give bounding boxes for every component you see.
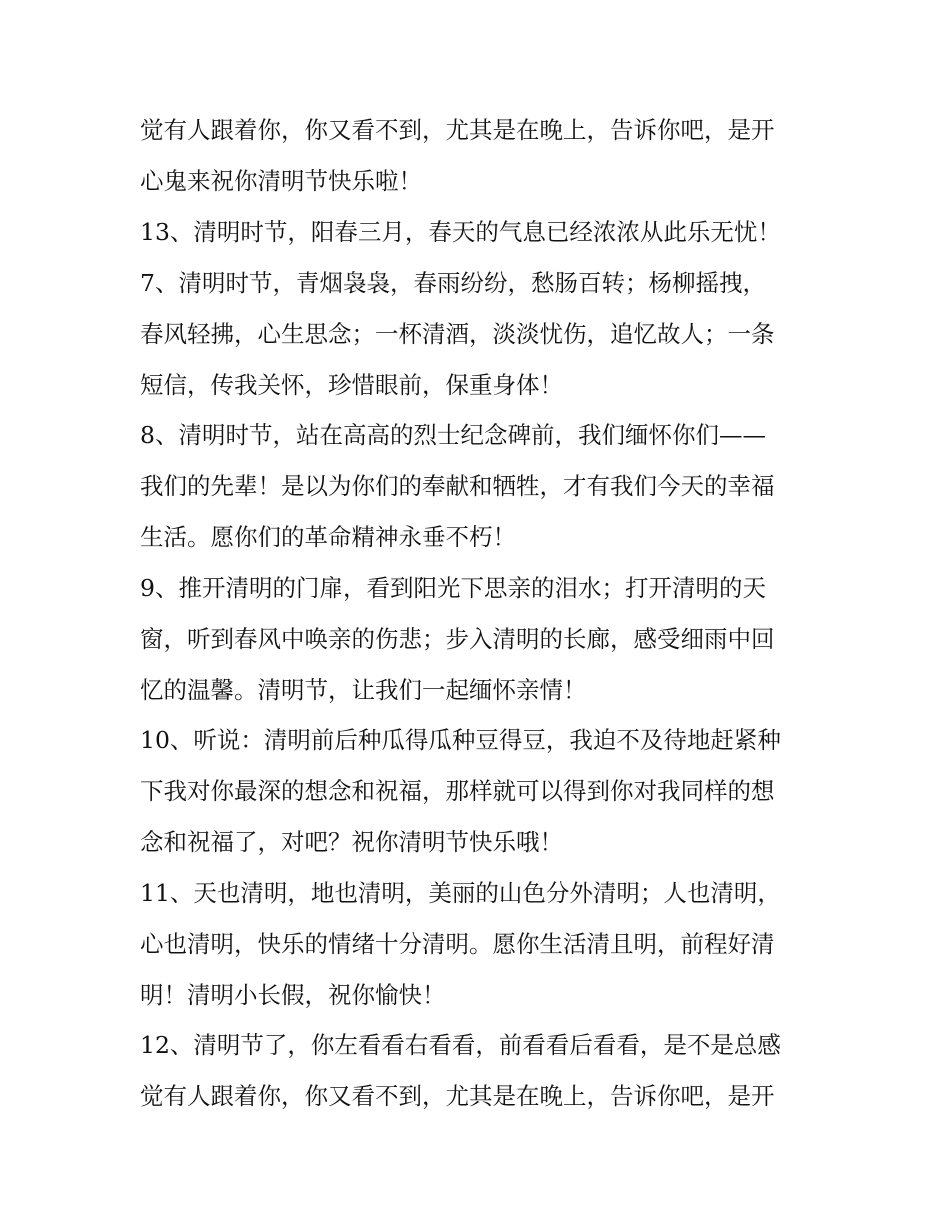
text-line: 生活。愿你们的革命精神永垂不朽！	[140, 523, 516, 551]
text-line: 8、清明时节，站在高高的烈士纪念碑前，我们缅怀你们——	[140, 421, 766, 449]
text-line: 觉有人跟着你，你又看不到，尤其是在晚上，告诉你吧，是开	[140, 1082, 775, 1110]
text-line: 心鬼来祝你清明节快乐啦！	[140, 167, 422, 195]
text-line: 10、听说：清明前后种瓜得瓜种豆得豆，我迫不及待地赶紧种	[140, 726, 781, 754]
text-line: 12、清明节了，你左看看右看看，前看看后看看，是不是总感	[140, 1031, 781, 1059]
text-line: 忆的温馨。清明节，让我们一起缅怀亲情！	[140, 676, 587, 704]
text-line: 春风轻拂，心生思念；一杯清酒，淡淡忧伤，追忆故人；一条	[140, 320, 775, 348]
text-line: 短信，传我关怀，珍惜眼前，保重身体！	[140, 371, 563, 399]
text-line: 心也清明，快乐的情绪十分清明。愿你生活清且明，前程好清	[140, 930, 775, 958]
text-line: 13、清明时节，阳春三月，春天的气息已经浓浓从此乐无忧！	[140, 218, 781, 246]
text-line: 我们的先辈！是以为你们的奉献和牺牲，才有我们今天的幸福	[140, 472, 775, 500]
text-line: 明！清明小长假，祝你愉快！	[140, 981, 446, 1009]
text-line: 7、清明时节，青烟袅袅，春雨纷纷，愁肠百转；杨柳摇拽，	[140, 269, 766, 297]
text-line: 念和祝福了，对吧？祝你清明节快乐哦！	[140, 828, 563, 856]
text-line: 下我对你最深的想念和祝福，那样就可以得到你对我同样的想	[140, 777, 775, 805]
text-line: 窗，听到春风中唤亲的伤悲；步入清明的长廊，感受细雨中回	[140, 625, 775, 653]
text-line: 11、天也清明，地也清明，美丽的山色分外清明；人也清明，	[140, 879, 781, 907]
text-line: 9、推开清明的门扉，看到阳光下思亲的泪水；打开清明的天	[140, 574, 766, 602]
text-line: 觉有人跟着你，你又看不到，尤其是在晚上，告诉你吧，是开	[140, 116, 775, 144]
